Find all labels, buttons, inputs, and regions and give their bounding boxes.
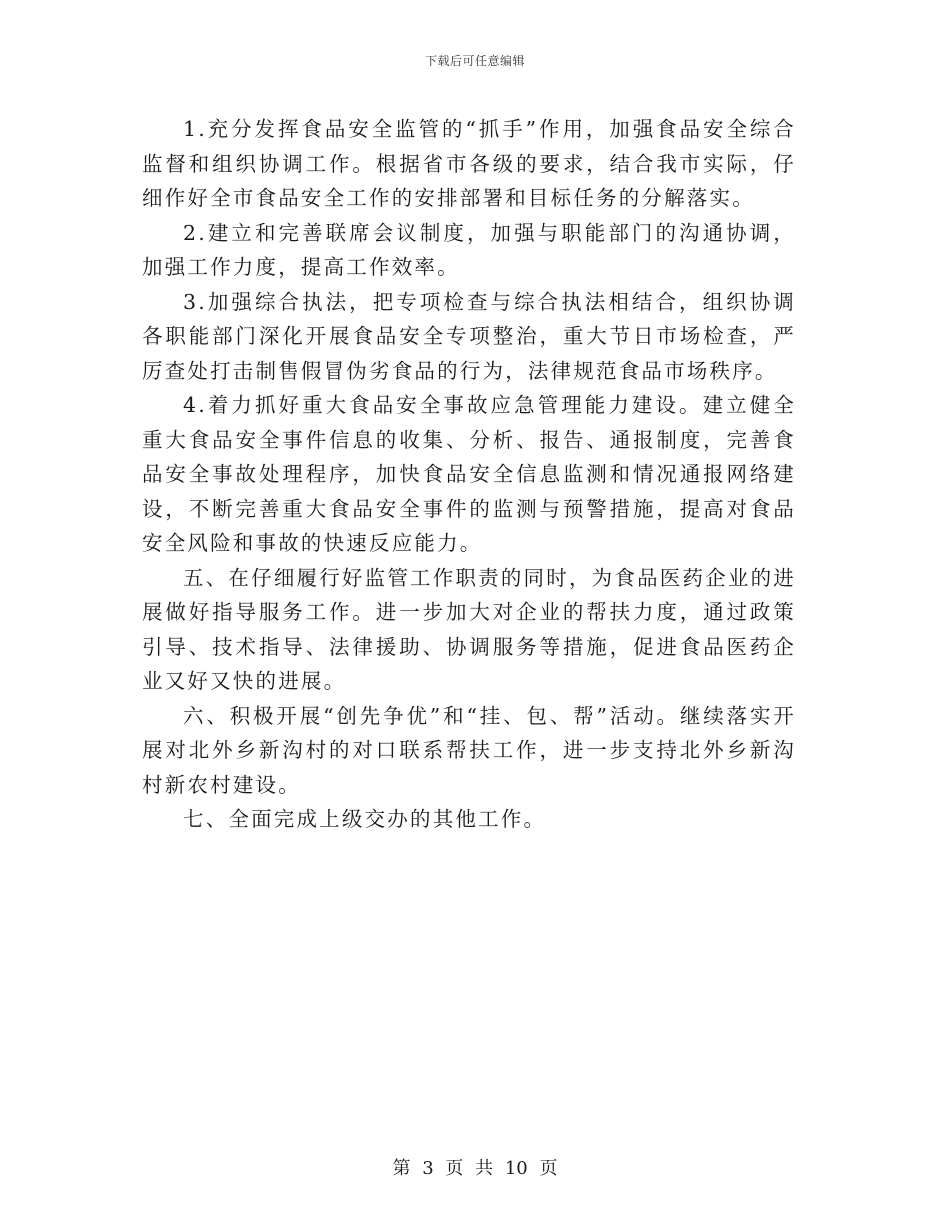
document-body bbox=[142, 112, 796, 837]
paragraph-item-1: 1.充分发挥食品安全监管的“抓手”作用，加强食品安全综合监督和组织协调工作。根据省市各级的要求，结合我市实际，仔细作好全市食品安全工作的安排部署和目标任务的分解落实。 bbox=[142, 117, 796, 210]
paragraph-section-6: 六、积极开展“创先争优”和“挂、包、帮”活动。继续落实开展对北外乡新沟村的对口联系帮扶工作，进一步支持北外乡新沟村新农村建设。 bbox=[142, 703, 796, 797]
paragraph-item-2: 2.建立和完善联席会议制度，加强与职能部门的沟通协调，加强工作力度，提高工作效率。 bbox=[142, 220, 796, 279]
paragraph-section-7: 七、全面完成上级交办的其他工作。 bbox=[183, 807, 547, 831]
paragraph-item-3: 3.加强综合执法，把专项检查与综合执法相结合，组织协调各职能部门深化开展食品安全专项整治，重大节日市场检查，严厉查处打击制售假冒伪劣食品的行为，法律规范食品市场秩序。 bbox=[142, 289, 796, 383]
paragraph-item-4: 4.着力抓好重大食品安全事故应急管理能力建设。建立健全重大食品安全事件信息的收集、分析、报告、通报制度，完善食品安全事故处理程序，加快食品安全信息监测和情况通报网络建设，不断完善重大食品安全事件的监测与预警措施，提高对食品安全风险和事故的快速反应能力。 bbox=[142, 393, 796, 555]
paragraph-section-5: 五、在仔细履行好监管工作职责的同时，为食品医药企业的进展做好指导服务工作。进一步加大对企业的帮扶力度，通过政策引导、技术指导、法律援助、协调服务等措施，促进食品医药企业又好又快的进展。 bbox=[142, 565, 796, 693]
page-number-footer: 第 3 页 共 10 页 bbox=[392, 1158, 558, 1179]
header-note: 下载后可任意编辑 bbox=[424, 54, 525, 68]
